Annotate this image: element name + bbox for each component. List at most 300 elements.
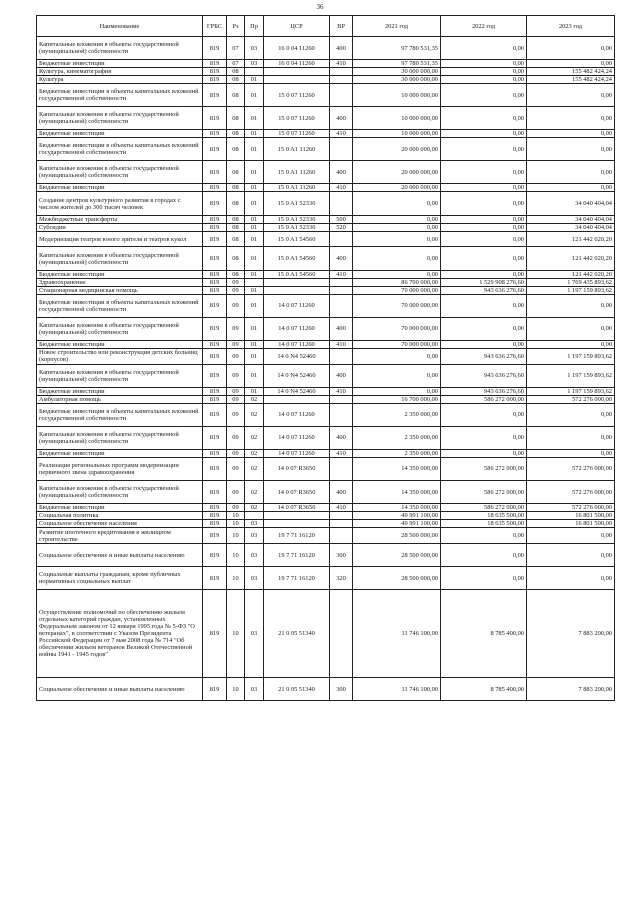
table-row	[37, 481, 615, 504]
cell-vr: 400	[330, 247, 353, 270]
cell-rz: 10	[227, 512, 245, 520]
cell-pr: 02	[245, 481, 264, 504]
cell-2022: 0,00	[441, 68, 527, 76]
cell-vr	[330, 68, 353, 76]
cell-csr: 14 0 07 11260	[264, 317, 330, 340]
cell-2023: 121 442 020,20	[527, 270, 615, 278]
table-row	[37, 60, 615, 68]
cell-csr: 14 0 07 R3650	[264, 457, 330, 480]
cell-pr: 02	[245, 395, 264, 403]
cell-pr: 01	[245, 340, 264, 348]
cell-grbs: 819	[203, 278, 227, 286]
cell-2021: 20 000 000,00	[353, 138, 441, 161]
cell-pr: 02	[245, 403, 264, 426]
cell-pr: 03	[245, 543, 264, 566]
cell-2021: 28 500 000,00	[353, 528, 441, 544]
cell-2022: 0,00	[441, 567, 527, 590]
header-name: Наименование	[37, 16, 203, 37]
cell-vr: 400	[330, 107, 353, 130]
cell-2022: 586 272 000,00	[441, 395, 527, 403]
cell-pr: 02	[245, 504, 264, 512]
cell-rz: 09	[227, 278, 245, 286]
header-rz: Рз	[227, 16, 245, 37]
cell-2023: 34 040 404,04	[527, 192, 615, 215]
cell-2023: 121 442 020,20	[527, 247, 615, 270]
cell-vr	[330, 294, 353, 317]
cell-name: Социальное обеспечение и иные выплаты населению	[37, 678, 203, 701]
cell-name: Капитальные вложения в объекты государственной (муниципальной) собственности	[37, 37, 203, 60]
cell-rz: 10	[227, 678, 245, 701]
table-row	[37, 223, 615, 231]
cell-rz: 08	[227, 68, 245, 76]
cell-vr: 400	[330, 161, 353, 184]
cell-name: Капитальные вложения в объекты государственной (муниципальной) собственности	[37, 426, 203, 449]
cell-2022: 0,00	[441, 543, 527, 566]
cell-2021: 28 500 000,00	[353, 543, 441, 566]
cell-name: Бюджетные инвестиции в объекты капитальных вложений государственной собственности	[37, 84, 203, 107]
table-row	[37, 528, 615, 544]
cell-rz: 08	[227, 247, 245, 270]
cell-2023: 34 040 404,04	[527, 215, 615, 223]
cell-2021: 0,00	[353, 192, 441, 215]
cell-rz: 09	[227, 348, 245, 364]
cell-grbs: 819	[203, 512, 227, 520]
cell-pr: 01	[245, 247, 264, 270]
cell-csr: 14 0 07 R3650	[264, 504, 330, 512]
cell-2021: 10 000 000,00	[353, 107, 441, 130]
cell-grbs: 819	[203, 426, 227, 449]
cell-vr	[330, 590, 353, 678]
cell-2023: 0,00	[527, 60, 615, 68]
cell-grbs: 819	[203, 76, 227, 84]
cell-name: Бюджетные инвестиции в объекты капитальных вложений государственной собственности	[37, 138, 203, 161]
cell-2021: 11 746 100,00	[353, 678, 441, 701]
cell-2022: 0,00	[441, 60, 527, 68]
table-row	[37, 130, 615, 138]
cell-2023: 1 197 159 893,62	[527, 348, 615, 364]
cell-name: Бюджетные инвестиции	[37, 270, 203, 278]
cell-pr: 01	[245, 387, 264, 395]
cell-vr: 410	[330, 449, 353, 457]
cell-pr: 01	[245, 317, 264, 340]
cell-rz: 09	[227, 457, 245, 480]
cell-name: Бюджетные инвестиции	[37, 387, 203, 395]
cell-2023: 0,00	[527, 403, 615, 426]
cell-grbs: 819	[203, 68, 227, 76]
cell-pr: 01	[245, 84, 264, 107]
cell-pr: 01	[245, 286, 264, 294]
cell-vr: 300	[330, 543, 353, 566]
cell-rz: 10	[227, 590, 245, 678]
cell-vr	[330, 520, 353, 528]
cell-2022: 586 272 000,00	[441, 504, 527, 512]
header-2021: 2021 год	[353, 16, 441, 37]
cell-2022: 586 272 000,00	[441, 457, 527, 480]
cell-2023: 7 883 200,00	[527, 590, 615, 678]
cell-2021: 0,00	[353, 231, 441, 247]
cell-name: Бюджетные инвестиции	[37, 130, 203, 138]
cell-name: Бюджетные инвестиции	[37, 504, 203, 512]
table-row	[37, 403, 615, 426]
cell-2021: 49 991 100,00	[353, 512, 441, 520]
table-row	[37, 426, 615, 449]
cell-2021: 20 000 000,00	[353, 161, 441, 184]
cell-2021: 14 350 000,00	[353, 504, 441, 512]
cell-2021: 97 780 531,35	[353, 60, 441, 68]
table-row	[37, 387, 615, 395]
cell-grbs: 819	[203, 215, 227, 223]
cell-vr	[330, 286, 353, 294]
cell-name: Здравоохранение	[37, 278, 203, 286]
table-row	[37, 231, 615, 247]
table-row	[37, 192, 615, 215]
cell-2022: 8 785 400,00	[441, 590, 527, 678]
cell-2022: 0,00	[441, 184, 527, 192]
cell-2023: 572 276 000,00	[527, 504, 615, 512]
cell-vr	[330, 76, 353, 84]
cell-grbs: 819	[203, 286, 227, 294]
cell-2022: 0,00	[441, 426, 527, 449]
cell-2023: 0,00	[527, 184, 615, 192]
table-row	[37, 543, 615, 566]
cell-2022: 943 636 276,60	[441, 364, 527, 387]
cell-csr: 19 7 71 16120	[264, 543, 330, 566]
cell-2023: 0,00	[527, 317, 615, 340]
cell-rz: 09	[227, 481, 245, 504]
cell-2023: 1 197 159 893,62	[527, 286, 615, 294]
cell-vr: 410	[330, 60, 353, 68]
cell-2022: 0,00	[441, 107, 527, 130]
cell-grbs: 819	[203, 528, 227, 544]
cell-rz: 09	[227, 395, 245, 403]
cell-2021: 14 350 000,00	[353, 481, 441, 504]
page-number: 36	[316, 3, 324, 11]
cell-2021: 0,00	[353, 223, 441, 231]
header-2023: 2023 год	[527, 16, 615, 37]
cell-csr: 14 0 07 R3650	[264, 481, 330, 504]
table-row	[37, 504, 615, 512]
cell-csr: 15 0 A1 11260	[264, 184, 330, 192]
cell-csr	[264, 68, 330, 76]
cell-name: Капитальные вложения в объекты государственной (муниципальной) собственности	[37, 107, 203, 130]
cell-pr: 01	[245, 294, 264, 317]
cell-rz: 08	[227, 107, 245, 130]
table-row	[37, 678, 615, 701]
table-row	[37, 449, 615, 457]
cell-csr: 14 0 07 11260	[264, 294, 330, 317]
cell-2023: 16 801 500,00	[527, 520, 615, 528]
table-row	[37, 340, 615, 348]
cell-2021: 70 000 000,00	[353, 286, 441, 294]
cell-name: Социальное обеспечение и иные выплаты населению	[37, 543, 203, 566]
table-row	[37, 512, 615, 520]
cell-name: Новое строительство или реконструкция детских больниц (корпусов)	[37, 348, 203, 364]
cell-csr: 15 0 07 11260	[264, 84, 330, 107]
cell-grbs: 819	[203, 520, 227, 528]
cell-pr	[245, 512, 264, 520]
cell-rz: 08	[227, 138, 245, 161]
cell-rz: 09	[227, 504, 245, 512]
cell-2023: 155 482 424,24	[527, 76, 615, 84]
table-row	[37, 364, 615, 387]
cell-pr: 01	[245, 107, 264, 130]
header-pr: Пр	[245, 16, 264, 37]
cell-vr	[330, 138, 353, 161]
table-row	[37, 84, 615, 107]
cell-vr: 410	[330, 184, 353, 192]
table-row	[37, 138, 615, 161]
cell-csr: 15 0 A1 52330	[264, 192, 330, 215]
table-row	[37, 76, 615, 84]
cell-pr: 01	[245, 184, 264, 192]
header-grbs: ГРБС	[203, 16, 227, 37]
cell-2022: 943 636 276,60	[441, 348, 527, 364]
cell-2023: 0,00	[527, 37, 615, 60]
cell-rz: 08	[227, 215, 245, 223]
cell-pr: 03	[245, 590, 264, 678]
cell-2022: 0,00	[441, 340, 527, 348]
table-row	[37, 247, 615, 270]
cell-2022: 0,00	[441, 130, 527, 138]
cell-grbs: 819	[203, 247, 227, 270]
cell-grbs: 819	[203, 84, 227, 107]
table-row	[37, 215, 615, 223]
cell-csr	[264, 395, 330, 403]
cell-vr: 410	[330, 504, 353, 512]
header-2022: 2022 год	[441, 16, 527, 37]
cell-grbs: 819	[203, 457, 227, 480]
cell-vr	[330, 403, 353, 426]
cell-2023: 572 276 000,00	[527, 457, 615, 480]
cell-name: Социальное обеспечение населения	[37, 520, 203, 528]
cell-2022: 943 636 276,60	[441, 387, 527, 395]
cell-rz: 07	[227, 60, 245, 68]
cell-pr: 01	[245, 161, 264, 184]
cell-grbs: 819	[203, 364, 227, 387]
cell-rz: 08	[227, 161, 245, 184]
cell-vr: 320	[330, 567, 353, 590]
cell-grbs: 819	[203, 348, 227, 364]
cell-pr: 03	[245, 60, 264, 68]
cell-csr: 15 0 A1 52330	[264, 215, 330, 223]
cell-2021: 97 780 531,35	[353, 37, 441, 60]
cell-grbs: 819	[203, 678, 227, 701]
cell-name: Капитальные вложения в объекты государственной (муниципальной) собственности	[37, 481, 203, 504]
cell-name: Субсидии	[37, 223, 203, 231]
cell-2022: 0,00	[441, 270, 527, 278]
cell-2023: 0,00	[527, 426, 615, 449]
cell-2022: 0,00	[441, 76, 527, 84]
cell-2023: 0,00	[527, 294, 615, 317]
cell-2022: 0,00	[441, 231, 527, 247]
cell-rz: 09	[227, 403, 245, 426]
cell-grbs: 819	[203, 107, 227, 130]
cell-vr: 400	[330, 481, 353, 504]
cell-2023: 34 040 404,04	[527, 223, 615, 231]
cell-rz: 10	[227, 520, 245, 528]
cell-csr: 15 0 A1 54560	[264, 231, 330, 247]
cell-2021: 0,00	[353, 247, 441, 270]
cell-csr: 21 0 05 51340	[264, 678, 330, 701]
cell-rz: 09	[227, 294, 245, 317]
cell-pr: 02	[245, 457, 264, 480]
cell-vr	[330, 84, 353, 107]
cell-2022: 0,00	[441, 138, 527, 161]
cell-vr: 410	[330, 387, 353, 395]
cell-2023: 0,00	[527, 130, 615, 138]
cell-rz: 08	[227, 184, 245, 192]
cell-2023: 16 801 500,00	[527, 512, 615, 520]
cell-vr	[330, 278, 353, 286]
cell-rz: 08	[227, 231, 245, 247]
table-row	[37, 270, 615, 278]
cell-vr	[330, 231, 353, 247]
table-row	[37, 37, 615, 60]
cell-pr	[245, 68, 264, 76]
cell-csr: 15 0 A1 54560	[264, 247, 330, 270]
cell-2021: 70 000 000,00	[353, 317, 441, 340]
cell-pr: 02	[245, 426, 264, 449]
cell-name: Культура	[37, 76, 203, 84]
table-body	[37, 37, 615, 701]
cell-name: Модернизация театров юного зрителя и театров кукол	[37, 231, 203, 247]
cell-2023: 0,00	[527, 138, 615, 161]
cell-2022: 0,00	[441, 84, 527, 107]
cell-pr: 01	[245, 130, 264, 138]
cell-vr: 410	[330, 270, 353, 278]
table-row	[37, 590, 615, 678]
cell-csr: 14 0 N4 52460	[264, 387, 330, 395]
cell-2021: 30 000 000,00	[353, 76, 441, 84]
table-row	[37, 457, 615, 480]
cell-name: Культура, кинематография	[37, 68, 203, 76]
cell-name: Бюджетные инвестиции в объекты капитальных вложений государственной собственности	[37, 294, 203, 317]
cell-vr: 400	[330, 426, 353, 449]
cell-pr: 03	[245, 520, 264, 528]
cell-name: Бюджетные инвестиции	[37, 340, 203, 348]
cell-rz: 09	[227, 317, 245, 340]
cell-grbs: 819	[203, 37, 227, 60]
cell-grbs: 819	[203, 567, 227, 590]
table-row	[37, 317, 615, 340]
cell-pr: 03	[245, 567, 264, 590]
cell-2021: 20 000 000,00	[353, 184, 441, 192]
cell-2022: 943 636 276,60	[441, 286, 527, 294]
budget-table	[36, 15, 615, 701]
cell-2021: 10 000 000,00	[353, 130, 441, 138]
table-row	[37, 567, 615, 590]
table-row	[37, 278, 615, 286]
cell-name: Бюджетные инвестиции	[37, 184, 203, 192]
cell-2021: 14 350 000,00	[353, 457, 441, 480]
cell-csr: 19 7 71 16120	[264, 528, 330, 544]
cell-grbs: 819	[203, 481, 227, 504]
cell-2021: 28 500 000,00	[353, 567, 441, 590]
cell-2022: 0,00	[441, 528, 527, 544]
cell-vr	[330, 348, 353, 364]
cell-2023: 0,00	[527, 161, 615, 184]
cell-csr: 14 0 07 11260	[264, 340, 330, 348]
cell-name: Межбюджетные трансферты	[37, 215, 203, 223]
cell-pr: 01	[245, 348, 264, 364]
header-csr: ЦСР	[264, 16, 330, 37]
cell-pr: 01	[245, 223, 264, 231]
cell-grbs: 819	[203, 387, 227, 395]
cell-vr: 500	[330, 215, 353, 223]
table-row	[37, 184, 615, 192]
cell-2022: 0,00	[441, 294, 527, 317]
cell-2023: 155 482 424,24	[527, 68, 615, 76]
table-row	[37, 395, 615, 403]
cell-pr: 03	[245, 37, 264, 60]
cell-2023: 0,00	[527, 107, 615, 130]
cell-vr: 300	[330, 678, 353, 701]
cell-vr: 410	[330, 340, 353, 348]
cell-2022: 0,00	[441, 449, 527, 457]
cell-rz: 09	[227, 364, 245, 387]
cell-grbs: 819	[203, 130, 227, 138]
cell-2023: 121 442 020,20	[527, 231, 615, 247]
cell-2023: 1 197 159 893,62	[527, 364, 615, 387]
cell-csr: 21 0 05 51340	[264, 590, 330, 678]
cell-2021: 16 700 000,00	[353, 395, 441, 403]
cell-pr: 02	[245, 449, 264, 457]
cell-grbs: 819	[203, 223, 227, 231]
cell-pr: 01	[245, 76, 264, 84]
cell-csr: 14 0 N4 52460	[264, 364, 330, 387]
cell-2022: 18 635 500,00	[441, 512, 527, 520]
cell-vr: 400	[330, 37, 353, 60]
cell-2021: 0,00	[353, 215, 441, 223]
cell-2023: 0,00	[527, 449, 615, 457]
cell-2023: 0,00	[527, 528, 615, 544]
cell-2022: 0,00	[441, 223, 527, 231]
cell-2023: 0,00	[527, 567, 615, 590]
cell-pr: 01	[245, 270, 264, 278]
table-row	[37, 286, 615, 294]
cell-pr: 01	[245, 364, 264, 387]
cell-2022: 0,00	[441, 161, 527, 184]
cell-rz: 09	[227, 286, 245, 294]
cell-name: Капитальные вложения в объекты государственной (муниципальной) собственности	[37, 161, 203, 184]
cell-grbs: 819	[203, 340, 227, 348]
cell-rz: 09	[227, 426, 245, 449]
cell-2023: 0,00	[527, 543, 615, 566]
cell-vr	[330, 395, 353, 403]
cell-2021: 0,00	[353, 348, 441, 364]
cell-grbs: 819	[203, 590, 227, 678]
cell-rz: 09	[227, 340, 245, 348]
cell-vr: 400	[330, 364, 353, 387]
cell-name: Развитие ипотечного кредитования в жилищном строительстве	[37, 528, 203, 544]
cell-2022: 0,00	[441, 37, 527, 60]
cell-grbs: 819	[203, 60, 227, 68]
cell-rz: 08	[227, 130, 245, 138]
cell-grbs: 819	[203, 192, 227, 215]
cell-rz: 07	[227, 37, 245, 60]
cell-csr: 15 0 A1 52330	[264, 223, 330, 231]
cell-2021: 70 000 000,00	[353, 294, 441, 317]
table-row	[37, 348, 615, 364]
cell-2021: 30 000 000,00	[353, 68, 441, 76]
cell-2022: 0,00	[441, 192, 527, 215]
cell-grbs: 819	[203, 317, 227, 340]
cell-2021: 86 700 000,00	[353, 278, 441, 286]
cell-csr	[264, 512, 330, 520]
cell-rz: 08	[227, 270, 245, 278]
cell-csr	[264, 76, 330, 84]
cell-grbs: 819	[203, 403, 227, 426]
